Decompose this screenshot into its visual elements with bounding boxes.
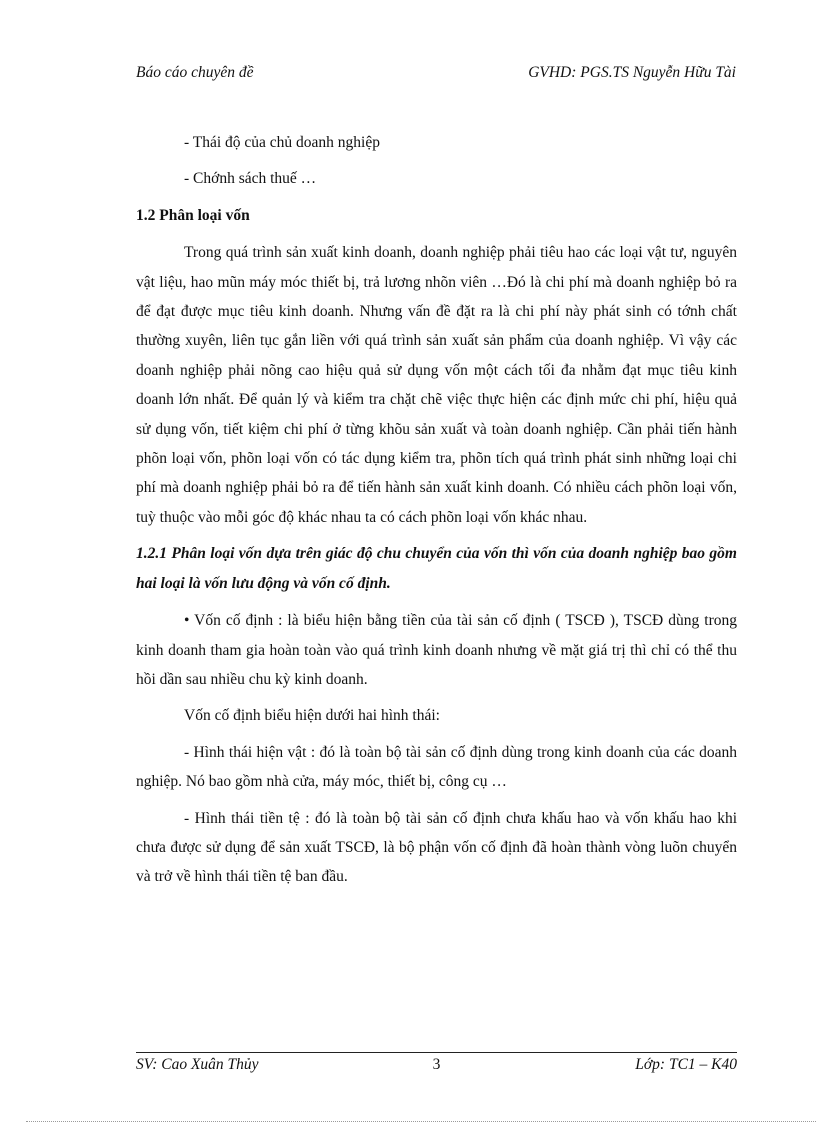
page-footer (136, 1056, 737, 1078)
list-item: - Thái độ của chủ doanh nghiệp (184, 134, 380, 151)
section-heading: 1.2 Phân loại vốn (136, 206, 250, 224)
page-number: 3 (432, 1056, 441, 1073)
document-body (136, 128, 737, 899)
paragraph-two-forms: Vốn cố định biểu hiện dưới hai hình thái: (184, 707, 440, 725)
paragraph-fixed-capital: • Vốn cố định : là biểu hiện bằng tiền của tài sản cố định ( TSCĐ ), TSCĐ dùng trong kinh doanh tham gia hoàn toàn vào quá trình kinh doanh nhưng về mặt giá trị thì chỉ có thể thu hồi dần sau nhiều chu kỳ kinh doanh. (136, 612, 737, 688)
footer-student: SV: Cao Xuân Thủy (136, 1056, 259, 1073)
footer-class: Lớp: TC1 – K40 (635, 1056, 737, 1073)
paragraph-physical-form: - Hình thái hiện vật : đó là toàn bộ tài sản cố định dùng trong kinh doanh của các doanh nghiệp. Nó bao gồm nhà cửa, máy móc, thiết bị, công cụ … (136, 743, 737, 791)
subsection-heading: 1.2.1 Phân loại vốn dựa trên giác độ chu chuyển của vốn thì vốn của doanh nghiệp bao gồm hai loại là vốn lưu động và vốn cố định. (136, 545, 737, 592)
paragraph-monetary-form: - Hình thái tiền tệ : đó là toàn bộ tài sản cố định chưa khấu hao và vốn khấu hao khi chưa được sử dụng để sản xuất TSCĐ, là bộ phận vốn cố định đã hoàn thành vòng luõn chuyển và trở về hình thái tiền tệ ban đầu. (136, 809, 737, 886)
page-edge-divider (26, 1121, 816, 1122)
paragraph-capital-classification: Trong quá trình sản xuất kinh doanh, doanh nghiệp phải tiêu hao các loại vật tư, nguyên vật liệu, hao mũn máy móc thiết bị, trả lương nhõn viên …Đó là chi phí mà doanh nghiệp bỏ ra để đạt được mục tiêu kinh doanh. Nhưng vấn đề đặt ra là chi phí này phát sinh có tớnh chất thường xuyên, liên tục gắn liền với quá trình sản xuất sản phẩm của doanh nghiệp. Vì vậy các doanh nghiệp phải nõng cao hiệu quả sử dụng vốn một cách tối đa nhằm đạt mục tiêu kinh doanh lớn nhất. Để quản lý và kiểm tra chặt chẽ việc thực hiện các định mức chi phí, hiệu quả sử dụng vốn, tiết kiệm chi phí ở từng khõu sản xuất và toàn doanh nghiệp. Cần phải tiến hành phõn loại vốn, phõn loại vốn có tác dụng kiểm tra, phõn tích quá trình phát sinh những loại chi phí mà doanh nghiệp phải bỏ ra để tiến hành sản xuất kinh doanh. Có nhiều cách phõn loại vốn, tuỳ thuộc vào mỗi góc độ khác nhau ta có cách phõn loại vốn khác nhau. (136, 244, 737, 526)
page-header (136, 64, 736, 88)
list-item: - Chớnh sách thuế … (184, 170, 317, 188)
footer-divider (136, 1052, 737, 1053)
header-report-title: Báo cáo chuyên đề (136, 64, 254, 81)
header-supervisor: GVHD: PGS.TS Nguyễn Hữu Tài (528, 64, 736, 81)
